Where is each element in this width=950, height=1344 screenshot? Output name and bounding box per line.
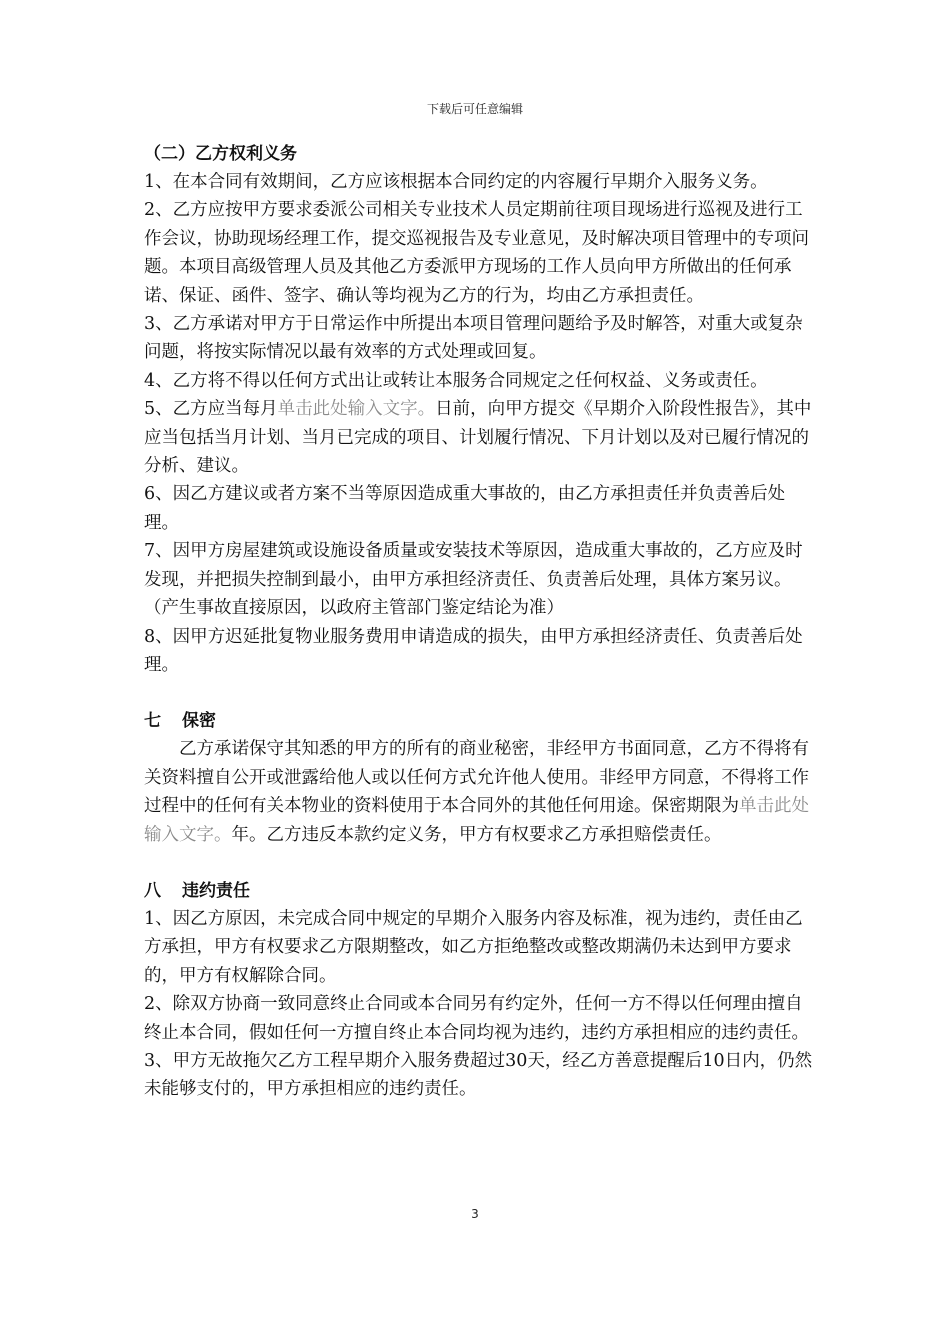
- confidentiality-text-b: 年。乙方违反本款约定义务，甲方有权要求乙方承担赔偿责任。: [231, 824, 722, 845]
- section-number: 七: [144, 711, 161, 732]
- confidentiality-text-a: 乙方承诺保守其知悉的甲方的所有的商业秘密，非经甲方书面同意，乙方不得将有关资料擅自公开或泄露给他人或以任何方式允许他人使用。非经甲方同意，不得将工作过程中的任何有关本物业的资料使用于本合同外的其他任何用途。保密期限为: [144, 739, 809, 817]
- clause-8-1: 1、因乙方原因，未完成合同中规定的早期介入服务内容及标准，视为违约，责任由乙方承担，甲方有权要求乙方限期整改，如乙方拒绝整改或整改期满仍未达到甲方要求的，甲方有权解除合同。: [144, 908, 803, 986]
- confidentiality-clause: [144, 735, 816, 849]
- page-header: 下载后可任意编辑: [426, 102, 523, 116]
- clause-b-6: 6、因乙方建议或者方案不当等原因造成重大事故的，由乙方承担责任并负责善后处理。: [144, 484, 786, 533]
- placeholder-field-monthly-date[interactable]: 单击此处输入文字。: [277, 399, 436, 420]
- section-title: 保密: [182, 711, 216, 732]
- section-number: 八: [144, 880, 161, 901]
- clause-8-3: 3、甲方无故拖欠乙方工程早期介入服务费超过30天，经乙方善意提醒后10日内，仍然未能够支付的，甲方承担相应的违约责任。: [144, 1050, 813, 1100]
- section-heading-breach-liability: [144, 877, 816, 905]
- clause-b-8: 8、因甲方迟延批复物业服务费用申请造成的损失，由甲方承担经济责任、负责善后处理。: [144, 626, 803, 675]
- page-number: 3: [471, 1207, 479, 1221]
- clause-b-5: [144, 395, 816, 480]
- clause-b-7: 7、因甲方房屋建筑或设施设备质量或安装技术等原因，造成重大事故的，乙方应及时发现，并把损失控制到最小，由甲方承担经济责任、负责善后处理，具体方案另议。（产生事故直接原因，以政府主管部门鉴定结论为准）: [144, 541, 803, 619]
- clause-b-5-text-a: 5、乙方应当每月: [144, 399, 278, 420]
- section-title: 违约责任: [182, 880, 250, 901]
- clause-b-1: 1、在本合同有效期间，乙方应该根据本合同约定的内容履行早期介入服务义务。: [144, 172, 768, 192]
- clause-b-2: 2、乙方应按甲方要求委派公司相关专业技术人员定期前往项目现场进行巡视及进行工作会议，协助现场经理工作，提交巡视报告及专业意见，及时解决项目管理中的专项问题。本项目高级管理人员及其他乙方委派甲方现场的工作人员向甲方所做出的任何承诺、保证、函件、签字、确认等均视为乙方的行为，均由乙方承担责任。: [144, 200, 809, 306]
- section-heading-confidentiality: [144, 707, 816, 735]
- clause-b-3: 3、乙方承诺对甲方于日常运作中所提出本项目管理问题给予及时解答，对重大或复杂问题，将按实际情况以最有效率的方式处理或回复。: [144, 314, 803, 363]
- clause-b-4: 4、乙方将不得以任何方式出让或转让本服务合同规定之任何权益、义务或责任。: [144, 370, 768, 391]
- clause-8-2: 2、除双方协商一致同意终止合同或本合同另有约定外，任何一方不得以任何理由擅自终止本合同，假如任何一方擅自终止本合同均视为违约，违约方承担相应的违约责任。: [144, 994, 809, 1043]
- section-heading-party-b-rights: （二）乙方权利义务: [144, 144, 297, 164]
- clause-b-5-text-b: 日前，向甲方提交《早期介入阶段性报告》，其中应当包括当月计划、当月已完成的项目、计划履行情况、下月计划以及对已履行情况的分析、建议。: [144, 399, 812, 477]
- document-body: [144, 140, 816, 1104]
- placeholder-field-confidentiality-years[interactable]: 单击此处输入文字。: [144, 796, 809, 845]
